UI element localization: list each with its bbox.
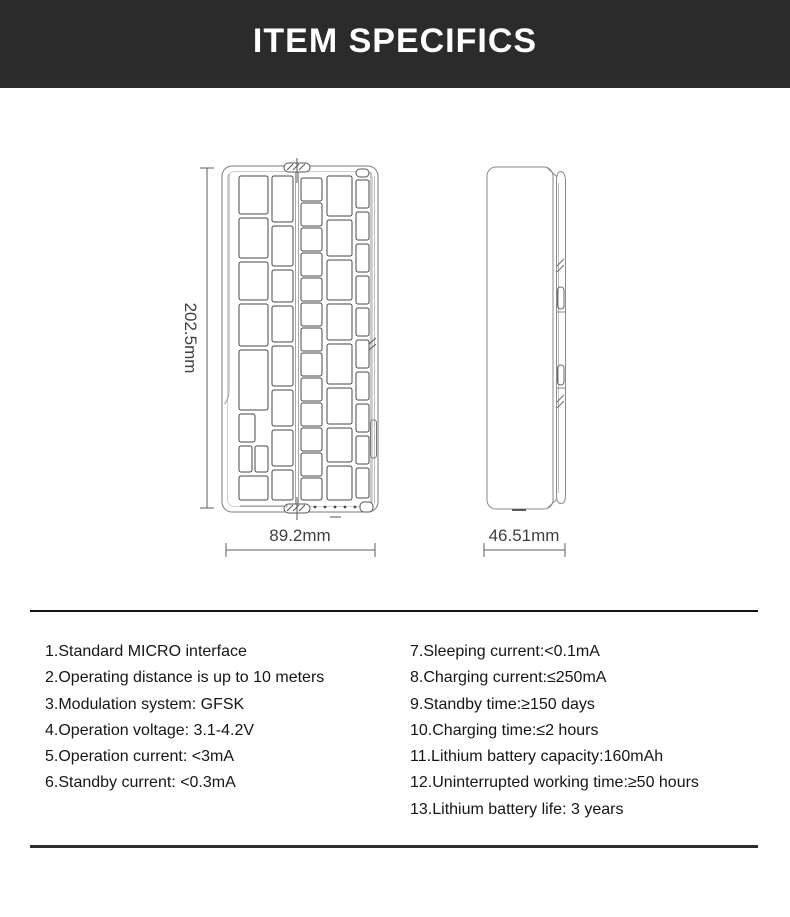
side-width-dimension-label: 46.51mm (488, 526, 560, 545)
spec-item: 13.Lithium battery life: 3 years (410, 800, 624, 818)
spec-item: 6.Standby current: <0.3mA (45, 774, 236, 792)
page-title: ITEM SPECIFICS (252, 21, 538, 60)
spec-list (30, 610, 758, 848)
spec-item: 11.Lithium battery capacity:160mAh (410, 748, 664, 766)
key-grid (239, 176, 369, 500)
spec-item: 8.Charging current:≤250mA (410, 669, 607, 687)
spec-column-left (45, 639, 324, 797)
spec-column-right (410, 639, 699, 823)
height-dimension-label: 202.5mm (181, 302, 200, 374)
spec-item: 2.Operating distance is up to 10 meters (45, 669, 325, 687)
spec-item: 5.Operation current: <3mA (45, 748, 234, 766)
spec-item: 3.Modulation system: GFSK (45, 695, 245, 713)
keyboard-side-view (487, 167, 566, 510)
width-dimension-label: 89.2mm (269, 526, 331, 545)
spec-item: 10.Charging time:≤2 hours (410, 721, 599, 739)
spec-item: 12.Uninterrupted working time:≥50 hours (410, 774, 699, 792)
spec-item: 7.Sleeping current:<0.1mA (410, 643, 600, 660)
spec-item: 4.Operation voltage: 3.1-4.2V (45, 721, 255, 739)
header-banner (0, 0, 790, 88)
height-dimension (200, 168, 214, 508)
spec-item: 9.Standby time:≥150 days (410, 695, 595, 713)
spec-item: 1.Standard MICRO interface (45, 643, 247, 660)
